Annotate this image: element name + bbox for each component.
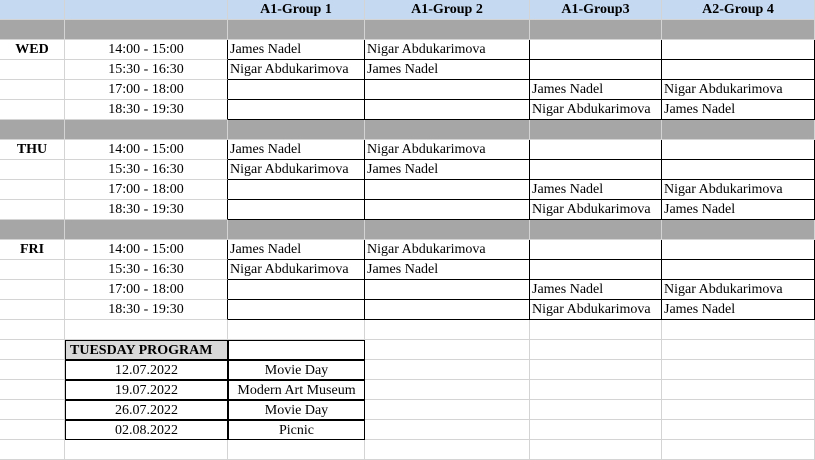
empty-cell[interactable] xyxy=(530,420,662,440)
empty-cell[interactable] xyxy=(228,440,365,460)
group1-teacher-cell[interactable]: Nigar Abdukarimova xyxy=(228,60,365,80)
empty-cell[interactable] xyxy=(0,100,65,120)
empty-cell[interactable] xyxy=(0,340,65,360)
empty-cell[interactable] xyxy=(0,180,65,200)
empty-cell[interactable] xyxy=(228,320,365,340)
header-cell[interactable]: A1-Group 2 xyxy=(365,0,530,20)
program-activity-cell[interactable]: Movie Day xyxy=(228,400,365,420)
empty-cell[interactable] xyxy=(662,400,815,420)
time-slot-cell[interactable]: 14:00 - 15:00 xyxy=(65,40,228,60)
time-slot-cell[interactable]: 18:30 - 19:30 xyxy=(65,100,228,120)
empty-cell[interactable] xyxy=(0,160,65,180)
group3-teacher-cell[interactable]: Nigar Abdukarimova xyxy=(530,300,662,320)
program-date-cell[interactable]: 26.07.2022 xyxy=(65,400,228,420)
group3-teacher-cell[interactable]: James Nadel xyxy=(530,180,662,200)
separator-row-cell[interactable] xyxy=(228,220,365,240)
empty-cell[interactable] xyxy=(0,420,65,440)
group4-teacher-cell[interactable] xyxy=(662,60,815,80)
separator-row-cell[interactable] xyxy=(530,220,662,240)
empty-cell[interactable] xyxy=(0,280,65,300)
program-activity-cell[interactable]: Picnic xyxy=(228,420,365,440)
empty-cell[interactable] xyxy=(0,200,65,220)
empty-cell[interactable] xyxy=(0,60,65,80)
separator-row-cell[interactable] xyxy=(662,220,815,240)
separator-row-cell[interactable] xyxy=(65,120,228,140)
group1-teacher-cell[interactable] xyxy=(228,200,365,220)
group1-teacher-cell[interactable] xyxy=(228,280,365,300)
time-slot-cell[interactable]: 15:30 - 16:30 xyxy=(65,260,228,280)
empty-cell[interactable] xyxy=(662,320,815,340)
group1-teacher-cell[interactable] xyxy=(228,100,365,120)
empty-cell[interactable] xyxy=(530,320,662,340)
group1-teacher-cell[interactable]: Nigar Abdukarimova xyxy=(228,160,365,180)
group1-teacher-cell[interactable]: Nigar Abdukarimova xyxy=(228,260,365,280)
separator-row-cell[interactable] xyxy=(662,20,815,40)
empty-cell[interactable] xyxy=(365,320,530,340)
separator-row-cell[interactable] xyxy=(530,120,662,140)
time-slot-cell[interactable]: 18:30 - 19:30 xyxy=(65,200,228,220)
separator-row-cell[interactable] xyxy=(530,20,662,40)
separator-row-cell[interactable] xyxy=(228,120,365,140)
group2-teacher-cell[interactable]: James Nadel xyxy=(365,260,530,280)
tuesday-program-title[interactable]: TUESDAY PROGRAM xyxy=(65,340,228,360)
program-activity-cell[interactable]: Modern Art Museum xyxy=(228,380,365,400)
time-slot-cell[interactable]: 15:30 - 16:30 xyxy=(65,60,228,80)
group3-teacher-cell[interactable]: Nigar Abdukarimova xyxy=(530,200,662,220)
empty-cell[interactable] xyxy=(365,440,530,460)
separator-row-cell[interactable] xyxy=(65,220,228,240)
empty-cell[interactable] xyxy=(530,360,662,380)
empty-cell[interactable] xyxy=(365,340,530,360)
separator-row-cell[interactable] xyxy=(228,20,365,40)
empty-cell[interactable] xyxy=(0,400,65,420)
group2-teacher-cell[interactable] xyxy=(365,300,530,320)
group4-teacher-cell[interactable] xyxy=(662,260,815,280)
separator-row-cell[interactable] xyxy=(365,220,530,240)
program-date-cell[interactable]: 12.07.2022 xyxy=(65,360,228,380)
group4-teacher-cell[interactable]: James Nadel xyxy=(662,200,815,220)
time-slot-cell[interactable]: 17:00 - 18:00 xyxy=(65,80,228,100)
group2-teacher-cell[interactable] xyxy=(365,80,530,100)
empty-cell[interactable] xyxy=(662,380,815,400)
group3-teacher-cell[interactable] xyxy=(530,260,662,280)
separator-row-cell[interactable] xyxy=(0,120,65,140)
header-cell[interactable]: A1-Group3 xyxy=(530,0,662,20)
time-slot-cell[interactable]: 14:00 - 15:00 xyxy=(65,240,228,260)
group2-teacher-cell[interactable]: James Nadel xyxy=(365,160,530,180)
day-label[interactable]: WED xyxy=(0,40,65,60)
group4-teacher-cell[interactable]: James Nadel xyxy=(662,300,815,320)
empty-cell[interactable] xyxy=(0,380,65,400)
header-cell[interactable]: A2-Group 4 xyxy=(662,0,815,20)
empty-cell[interactable] xyxy=(365,360,530,380)
group3-teacher-cell[interactable] xyxy=(530,40,662,60)
empty-cell[interactable] xyxy=(365,420,530,440)
group4-teacher-cell[interactable] xyxy=(662,40,815,60)
empty-cell[interactable] xyxy=(662,340,815,360)
group1-teacher-cell[interactable]: James Nadel xyxy=(228,240,365,260)
group2-teacher-cell[interactable]: Nigar Abdukarimova xyxy=(365,40,530,60)
empty-cell[interactable] xyxy=(65,440,228,460)
time-slot-cell[interactable]: 17:00 - 18:00 xyxy=(65,180,228,200)
empty-cell[interactable] xyxy=(65,320,228,340)
group2-teacher-cell[interactable]: James Nadel xyxy=(365,60,530,80)
group1-teacher-cell[interactable]: James Nadel xyxy=(228,140,365,160)
group3-teacher-cell[interactable] xyxy=(530,160,662,180)
empty-cell[interactable] xyxy=(662,420,815,440)
group2-teacher-cell[interactable]: Nigar Abdukarimova xyxy=(365,240,530,260)
group4-teacher-cell[interactable]: Nigar Abdukarimova xyxy=(662,280,815,300)
empty-cell[interactable] xyxy=(662,360,815,380)
group4-teacher-cell[interactable]: James Nadel xyxy=(662,100,815,120)
time-slot-cell[interactable]: 17:00 - 18:00 xyxy=(65,280,228,300)
separator-row-cell[interactable] xyxy=(65,20,228,40)
empty-cell[interactable] xyxy=(0,440,65,460)
empty-cell[interactable] xyxy=(0,80,65,100)
empty-cell[interactable] xyxy=(662,440,815,460)
separator-row-cell[interactable] xyxy=(365,20,530,40)
program-header-blank[interactable] xyxy=(228,340,365,360)
group2-teacher-cell[interactable]: Nigar Abdukarimova xyxy=(365,140,530,160)
group2-teacher-cell[interactable] xyxy=(365,280,530,300)
empty-cell[interactable] xyxy=(530,440,662,460)
separator-row-cell[interactable] xyxy=(662,120,815,140)
empty-cell[interactable] xyxy=(530,400,662,420)
group4-teacher-cell[interactable] xyxy=(662,160,815,180)
group2-teacher-cell[interactable] xyxy=(365,180,530,200)
day-label[interactable]: FRI xyxy=(0,240,65,260)
empty-cell[interactable] xyxy=(0,260,65,280)
header-cell[interactable] xyxy=(65,0,228,20)
separator-row-cell[interactable] xyxy=(365,120,530,140)
group3-teacher-cell[interactable] xyxy=(530,240,662,260)
group3-teacher-cell[interactable]: James Nadel xyxy=(530,280,662,300)
program-date-cell[interactable]: 02.08.2022 xyxy=(65,420,228,440)
separator-row-cell[interactable] xyxy=(0,220,65,240)
time-slot-cell[interactable]: 14:00 - 15:00 xyxy=(65,140,228,160)
group1-teacher-cell[interactable]: James Nadel xyxy=(228,40,365,60)
header-cell[interactable] xyxy=(0,0,65,20)
group4-teacher-cell[interactable]: Nigar Abdukarimova xyxy=(662,80,815,100)
empty-cell[interactable] xyxy=(0,360,65,380)
group3-teacher-cell[interactable]: Nigar Abdukarimova xyxy=(530,100,662,120)
empty-cell[interactable] xyxy=(365,400,530,420)
group3-teacher-cell[interactable]: James Nadel xyxy=(530,80,662,100)
time-slot-cell[interactable]: 18:30 - 19:30 xyxy=(65,300,228,320)
empty-cell[interactable] xyxy=(530,380,662,400)
empty-cell[interactable] xyxy=(530,340,662,360)
group3-teacher-cell[interactable] xyxy=(530,60,662,80)
empty-cell[interactable] xyxy=(0,300,65,320)
empty-cell[interactable] xyxy=(0,320,65,340)
group3-teacher-cell[interactable] xyxy=(530,140,662,160)
group4-teacher-cell[interactable] xyxy=(662,240,815,260)
separator-row-cell[interactable] xyxy=(0,20,65,40)
group2-teacher-cell[interactable] xyxy=(365,100,530,120)
empty-cell[interactable] xyxy=(365,380,530,400)
group4-teacher-cell[interactable]: Nigar Abdukarimova xyxy=(662,180,815,200)
group1-teacher-cell[interactable] xyxy=(228,300,365,320)
group2-teacher-cell[interactable] xyxy=(365,200,530,220)
program-date-cell[interactable]: 19.07.2022 xyxy=(65,380,228,400)
time-slot-cell[interactable]: 15:30 - 16:30 xyxy=(65,160,228,180)
program-activity-cell[interactable]: Movie Day xyxy=(228,360,365,380)
group4-teacher-cell[interactable] xyxy=(662,140,815,160)
header-cell[interactable]: A1-Group 1 xyxy=(228,0,365,20)
group1-teacher-cell[interactable] xyxy=(228,80,365,100)
group1-teacher-cell[interactable] xyxy=(228,180,365,200)
day-label[interactable]: THU xyxy=(0,140,65,160)
